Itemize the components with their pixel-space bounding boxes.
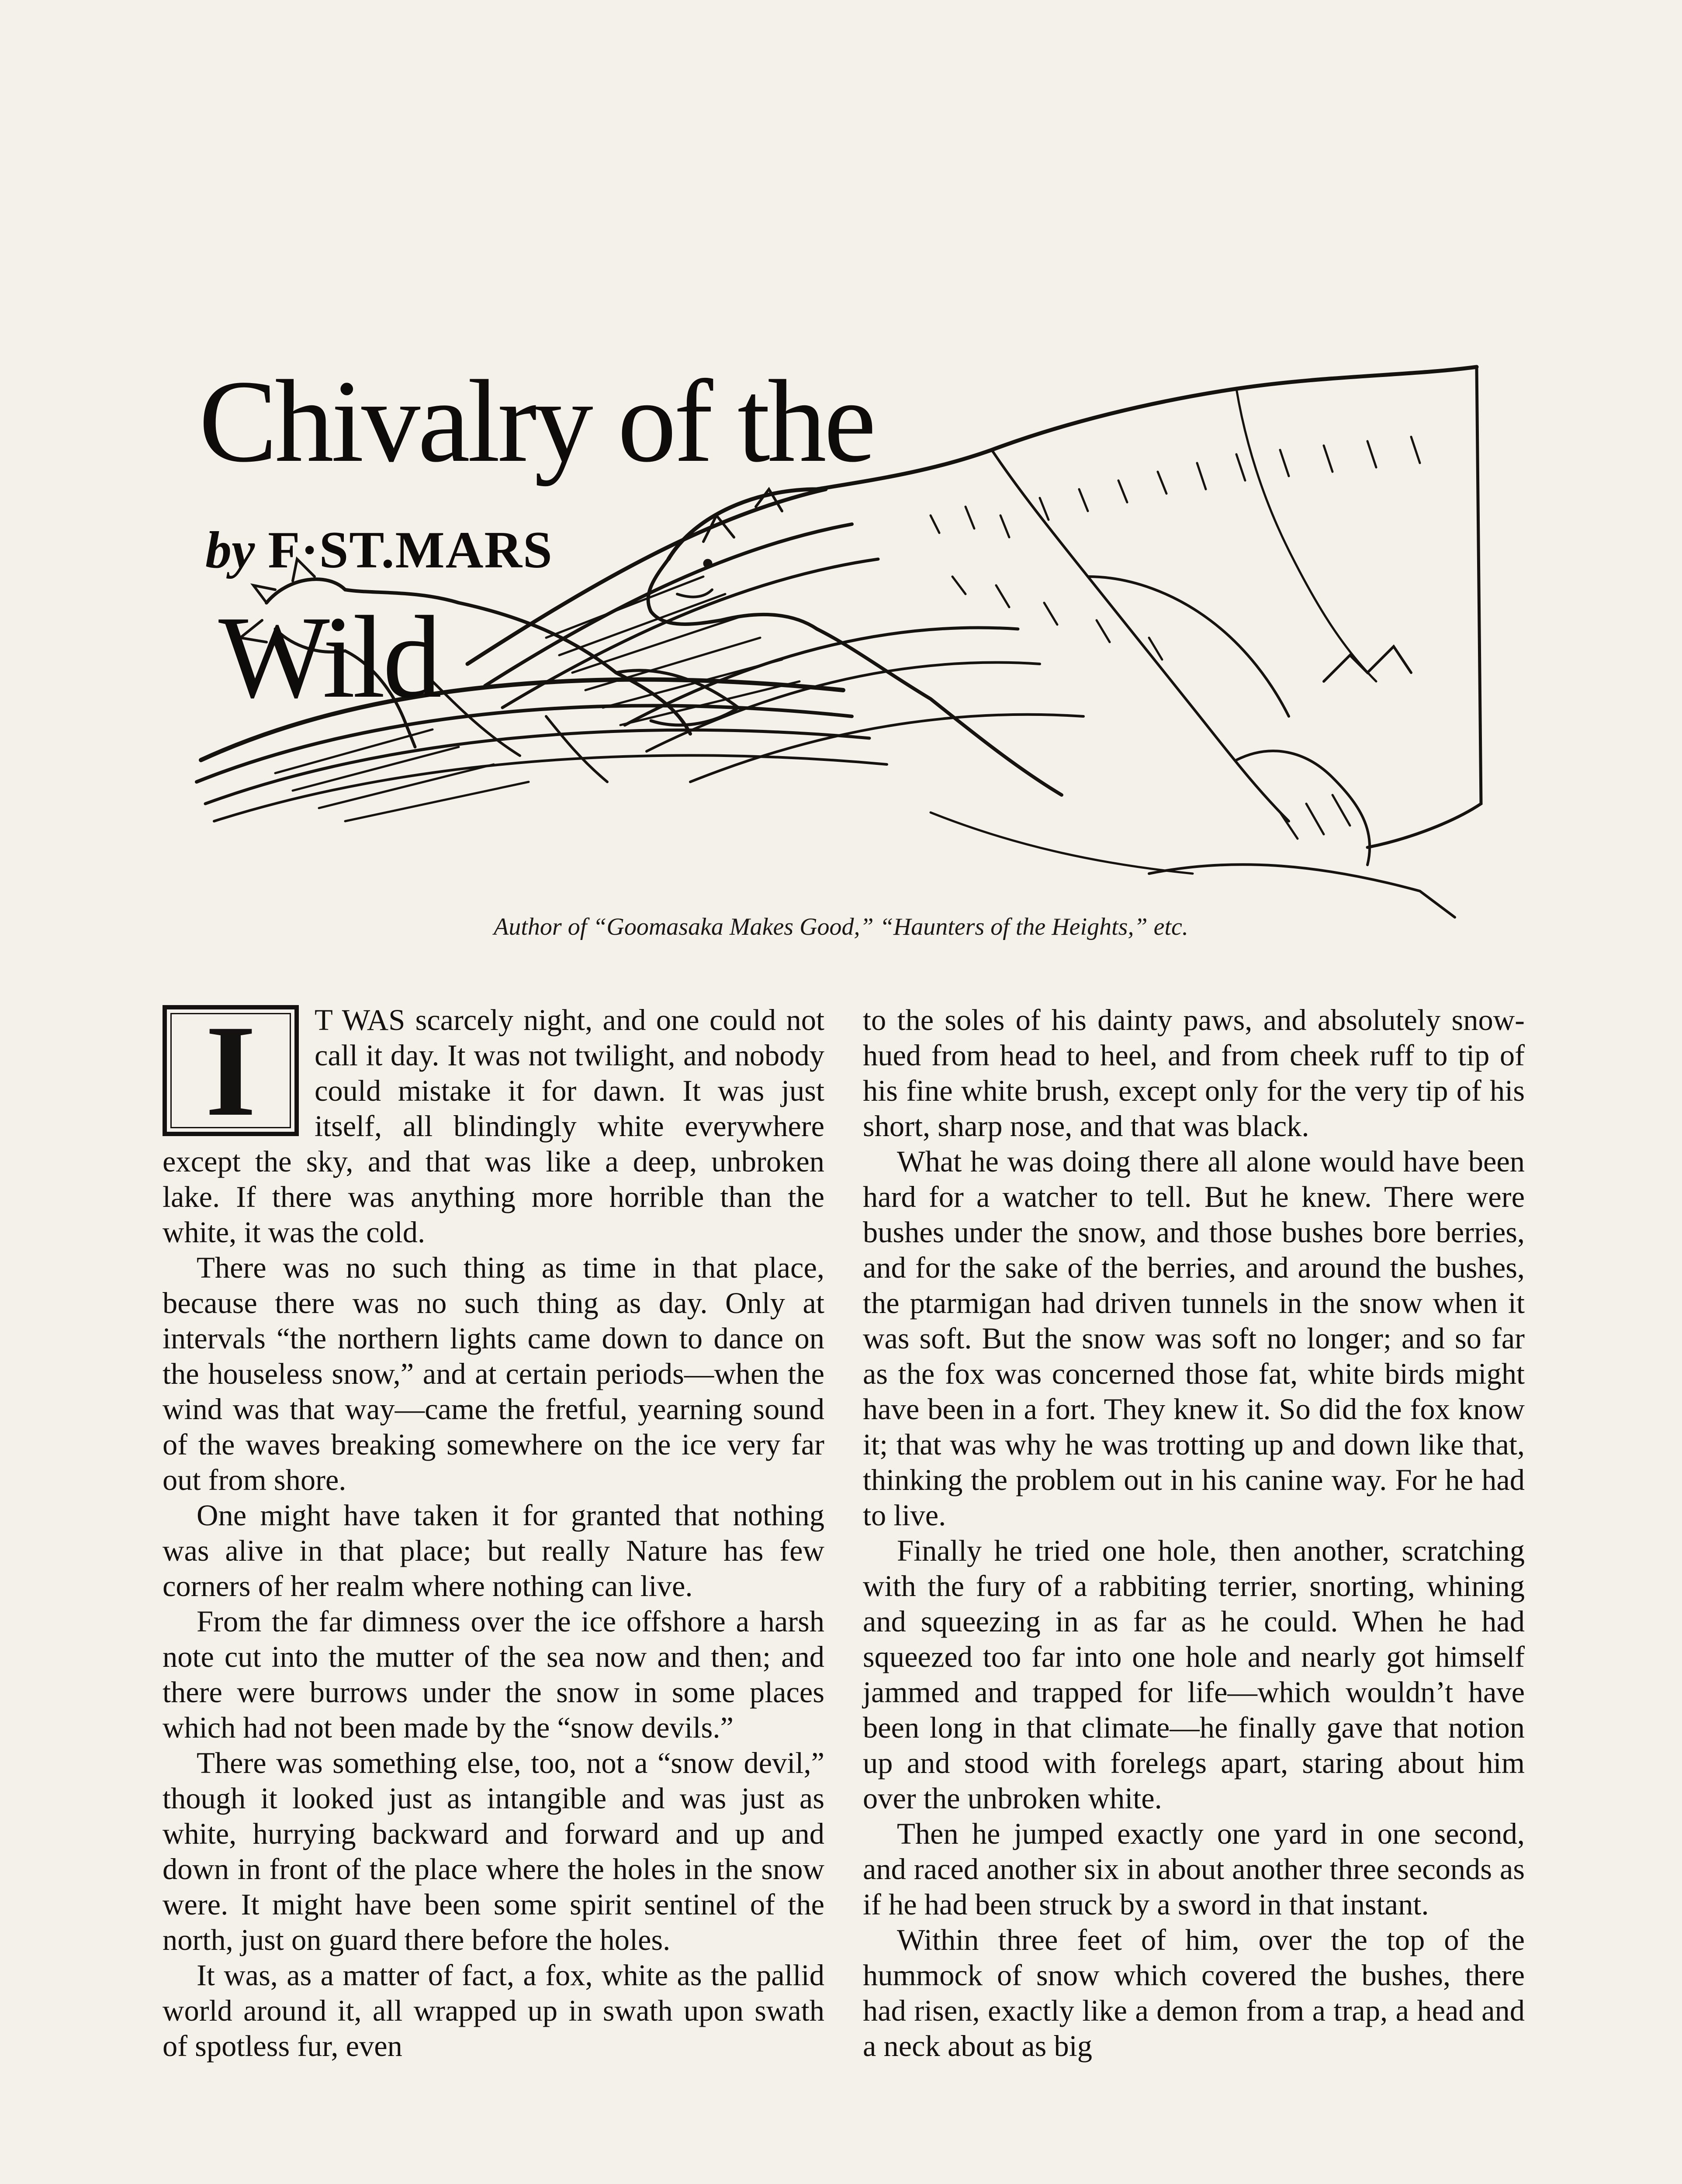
paragraph: Finally he tried one hole, then another, scratching with the fury of a rabbiting terrier, snorting, whining and squeezing in as far as he could. When he had squeezed too far into one hole and nearly got himself jammed and trapped for life—which wouldn’t have been long in that climate—he finally gave that notion up and stood with forelegs apart, staring about him over the unbroken white. [863, 1534, 1525, 1815]
title-line-1: Chivalry of the [199, 356, 874, 487]
byline-by: by [205, 521, 255, 579]
paragraph: There was something else, too, not a “snow devil,” though it looked just as intangible and was just as white, hurrying backward and forward and up and down in front of the place where the holes in the snow were. It might have been some spirit sentinel of the north, just on guard there before the holes. [163, 1746, 824, 1956]
paragraph: I T WAS scarcely night, and one could not call it day. It was not twilight, and nobody could mistake it for dawn. It was just itself, all blindingly white everywhere except the sky, and that was like a deep, unbroken lake. If there was anything more horrible than the white, it was the cold. [163, 998, 824, 1249]
body-column-right [863, 1002, 1525, 2064]
byline [205, 520, 553, 580]
drop-cap: I [163, 1005, 299, 1136]
paragraph: Then he jumped exactly one yard in one second, and raced another six in about another three seconds as if he had been struck by a sword in that instant. [863, 1817, 1525, 1921]
title-line-2: Wild [218, 592, 440, 722]
author-credits-caption: Author of “Goomasaka Makes Good,” “Haunters of the Heights,” etc. [494, 913, 1188, 940]
paragraph: There was no such thing as time in that place, because there was no such thing as day. Only at intervals “the northern lights came down to dance on the houseless snow,” and at certain periods—when the wind was that way—came the fretful, yearning sound of the waves breaking somewhere on the ice very far out from shore. [163, 1251, 824, 1496]
body-column-left [163, 998, 824, 2064]
author-name: F·ST.MARS [268, 521, 553, 579]
paragraph: From the far dimness over the ice offshore a harsh note cut into the mutter of the sea now and then; and there were burrows under the snow in some places which had not been made by the “snow devils.” [163, 1605, 824, 1744]
paragraph: to the soles of his dainty paws, and absolutely snow-hued from head to heel, and from cheek ruff to tip of his fine white brush, except only for the very tip of his short, sharp nose, and that was black. [863, 1003, 1525, 1143]
paragraph: It was, as a matter of fact, a fox, white as the pallid world around it, all wrapped up in swath upon swath of spotless fur, even [163, 1959, 824, 2063]
paragraph: Within three feet of him, over the top of the hummock of snow which covered the bushes, there had risen, exactly like a demon from a trap, a head and a neck about as big [863, 1923, 1525, 2063]
paragraph: What he was doing there all alone would have been hard for a watcher to tell. But he knew. There were bushes under the snow, and those bushes bore berries, and for the sake of the berries, and around the bushes, the ptarmigan had driven tunnels in the snow when it was soft. But the snow was soft no longer; and so far as the fox was concerned those fat, white birds might have been in a fort. They knew it. So did the fox know it; that was why he was trotting up and down like that, thinking the problem out in his canine way. For he had to live. [863, 1145, 1525, 1532]
paragraph: One might have taken it for granted that nothing was alive in that place; but really Nature has few corners of her realm where nothing can live. [163, 1499, 824, 1603]
